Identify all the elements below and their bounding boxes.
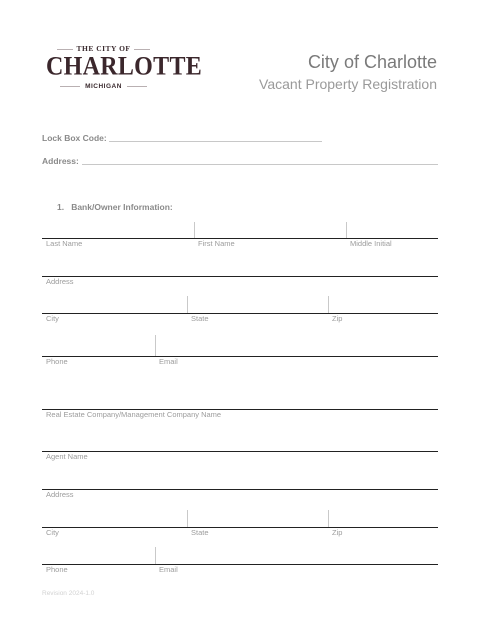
city-logo (46, 44, 203, 96)
lock-box-input[interactable] (109, 141, 322, 142)
agent-name-line[interactable] (42, 451, 438, 452)
agent-city-line[interactable] (42, 527, 438, 528)
logo-top-text: THE CITY OF (46, 44, 161, 53)
divider (328, 510, 329, 527)
section-heading (57, 202, 173, 212)
header-title: City of Charlotte (307, 52, 437, 72)
address-label: Address: (42, 156, 79, 166)
agent-zip-label: Zip (332, 528, 343, 537)
first-name-label: First Name (198, 239, 235, 248)
divider (155, 335, 156, 356)
agent-phone-label: Phone (46, 565, 68, 574)
company-label: Real Estate Company/Management Company Name (46, 410, 222, 419)
section-number: 1. (57, 202, 65, 212)
lock-box-label: Lock Box Code: (42, 133, 107, 143)
owner-phone-label: Phone (46, 357, 68, 366)
divider (187, 510, 188, 527)
owner-phone-line[interactable] (42, 356, 438, 357)
section-title: Bank/Owner Information: (71, 202, 173, 212)
owner-zip-label: Zip (332, 314, 343, 323)
logo-bottom-text: MICHIGAN (46, 83, 161, 90)
address-input[interactable] (82, 164, 438, 165)
agent-email-label: Email (159, 565, 178, 574)
agent-address-label: Address (46, 490, 74, 499)
owner-email-label: Email (159, 357, 178, 366)
logo-main-text: CHARLOTTE (46, 52, 203, 81)
last-name-label: Last Name (46, 239, 83, 248)
owner-state-label: State (191, 314, 209, 323)
owner-city-line[interactable] (42, 313, 438, 314)
owner-city-label: City (46, 314, 59, 323)
owner-address-line[interactable] (42, 276, 438, 277)
divider (194, 222, 195, 238)
agent-phone-line[interactable] (42, 564, 438, 565)
owner-address-label: Address (46, 277, 74, 286)
divider (328, 296, 329, 313)
middle-initial-label: Middle Initial (350, 239, 392, 248)
divider (155, 547, 156, 564)
agent-city-label: City (46, 528, 59, 537)
header-subtitle: Vacant Property Registration (259, 76, 437, 92)
agent-state-label: State (191, 528, 209, 537)
revision-text: Revision 2024-1.0 (42, 590, 95, 597)
divider (346, 222, 347, 238)
agent-name-label: Agent Name (46, 452, 88, 461)
agent-address-line[interactable] (42, 489, 438, 490)
divider (187, 296, 188, 313)
